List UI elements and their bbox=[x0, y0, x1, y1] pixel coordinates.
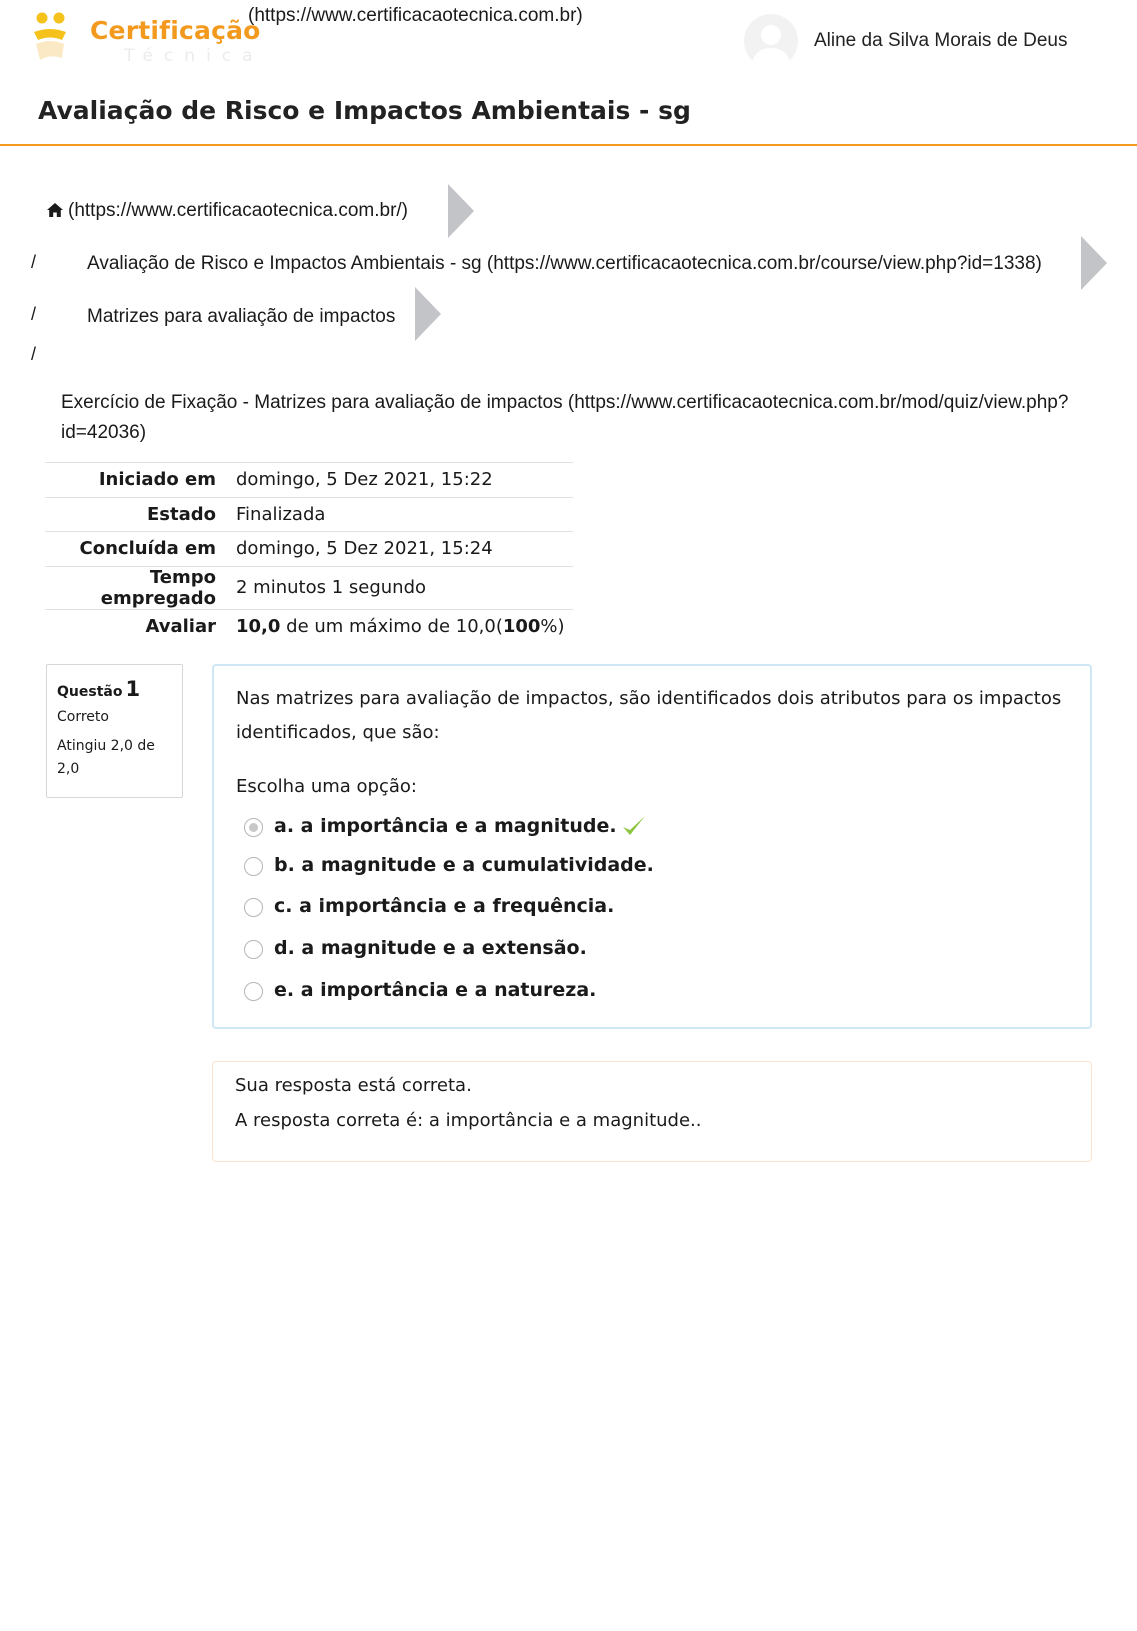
breadcrumb-section[interactable]: Matrizes para avaliação de impactos bbox=[87, 306, 396, 327]
question-grade: Atingiu 2,0 de 2,0 bbox=[57, 738, 155, 777]
question-info-box bbox=[46, 664, 183, 798]
attempt-summary-table bbox=[45, 462, 573, 644]
answer-option-label: a. a importância e a magnitude. bbox=[274, 815, 617, 837]
summary-row-grade bbox=[45, 609, 573, 644]
answer-option-label: c. a importância e a frequência. bbox=[274, 895, 615, 917]
question-label: Questão bbox=[57, 684, 123, 700]
feedback-right-answer: A resposta correta é: a importância e a magnitude.. bbox=[235, 1110, 702, 1131]
summary-label: Iniciado em bbox=[98, 469, 216, 491]
breadcrumb-arrow-icon bbox=[415, 287, 441, 341]
page-title: Avaliação de Risco e Impactos Ambientais - sg bbox=[38, 96, 691, 125]
breadcrumb-arrow-icon bbox=[448, 184, 474, 238]
feedback-box bbox=[212, 1061, 1092, 1162]
question-number bbox=[57, 677, 172, 701]
site-url-link[interactable]: (https://www.certificacaotecnica.com.br) bbox=[248, 5, 583, 26]
answer-option-a[interactable] bbox=[244, 814, 647, 838]
summary-value: domingo, 5 Dez 2021, 15:24 bbox=[236, 538, 493, 560]
grade-score: 10,0 bbox=[236, 616, 281, 637]
check-icon bbox=[621, 814, 647, 838]
breadcrumb-course[interactable]: Avaliação de Risco e Impactos Ambientais - sg (https://www.certificacaotecnica.com.br/course/view.php?id=1338) bbox=[87, 253, 1042, 274]
answer-option-e[interactable] bbox=[244, 979, 596, 1001]
answer-option-label: d. a magnitude e a extensão. bbox=[274, 937, 587, 959]
radio-button[interactable] bbox=[244, 982, 263, 1001]
breadcrumb-home[interactable] bbox=[46, 200, 408, 222]
grade-label: Avaliar bbox=[145, 616, 216, 637]
grade-percent: 100 bbox=[502, 616, 541, 637]
breadcrumb-home-label: (https://www.certificacaotecnica.com.br/) bbox=[68, 200, 408, 221]
summary-row bbox=[45, 532, 573, 567]
summary-row bbox=[45, 463, 573, 498]
question-text: Nas matrizes para avaliação de impactos, são identificados dois atributos para os impactos identificados, que são: bbox=[236, 688, 1062, 743]
breadcrumb-separator: / bbox=[31, 252, 37, 272]
radio-button-checked[interactable] bbox=[244, 818, 263, 837]
summary-label: Tempo empregado bbox=[100, 566, 216, 609]
question-state: Correto bbox=[57, 709, 109, 725]
answer-option-b[interactable] bbox=[244, 854, 654, 876]
summary-row bbox=[45, 497, 573, 532]
question-number-value: 1 bbox=[125, 677, 141, 701]
breadcrumb-arrow-icon bbox=[1081, 236, 1107, 290]
logo-brand-text: Certificação bbox=[90, 16, 261, 45]
summary-value: Finalizada bbox=[236, 503, 326, 525]
summary-value: 2 minutos 1 segundo bbox=[236, 577, 427, 598]
answer-option-d[interactable] bbox=[244, 937, 587, 959]
summary-label: Estado bbox=[146, 503, 216, 525]
site-logo[interactable] bbox=[32, 10, 264, 66]
breadcrumb-quiz[interactable]: Exercício de Fixação - Matrizes para avaliação de impactos (https://www.certificacaotecnica.com.br/mod/quiz/view.php?id=42036) bbox=[61, 392, 1069, 443]
answer-option-c[interactable] bbox=[244, 895, 614, 917]
breadcrumb-separator: / bbox=[31, 304, 37, 324]
logo-figure-icon bbox=[32, 10, 92, 66]
radio-button[interactable] bbox=[244, 940, 263, 959]
radio-button[interactable] bbox=[244, 857, 263, 876]
user-name[interactable]: Aline da Silva Morais de Deus bbox=[814, 30, 1068, 51]
answer-option-label: e. a importância e a natureza. bbox=[274, 979, 597, 1001]
summary-label: Concluída em bbox=[79, 538, 216, 560]
question-formulation bbox=[212, 664, 1092, 1029]
header-divider bbox=[0, 144, 1137, 146]
grade-end: %) bbox=[540, 616, 565, 637]
grade-value bbox=[236, 609, 573, 644]
logo-brand-subtext: Técnica bbox=[124, 46, 264, 66]
user-avatar-icon[interactable] bbox=[744, 14, 798, 68]
breadcrumb-separator: / bbox=[31, 344, 37, 364]
summary-row bbox=[45, 566, 573, 609]
summary-value: domingo, 5 Dez 2021, 15:22 bbox=[236, 469, 493, 491]
radio-button[interactable] bbox=[244, 898, 263, 917]
home-icon bbox=[46, 202, 64, 218]
page-header bbox=[0, 0, 1137, 146]
answer-option-label: b. a magnitude e a cumulatividade. bbox=[274, 854, 654, 876]
feedback-status: Sua resposta está correta. bbox=[235, 1075, 472, 1096]
answer-prompt: Escolha uma opção: bbox=[236, 776, 417, 797]
grade-text: de um máximo de 10,0( bbox=[280, 616, 503, 637]
